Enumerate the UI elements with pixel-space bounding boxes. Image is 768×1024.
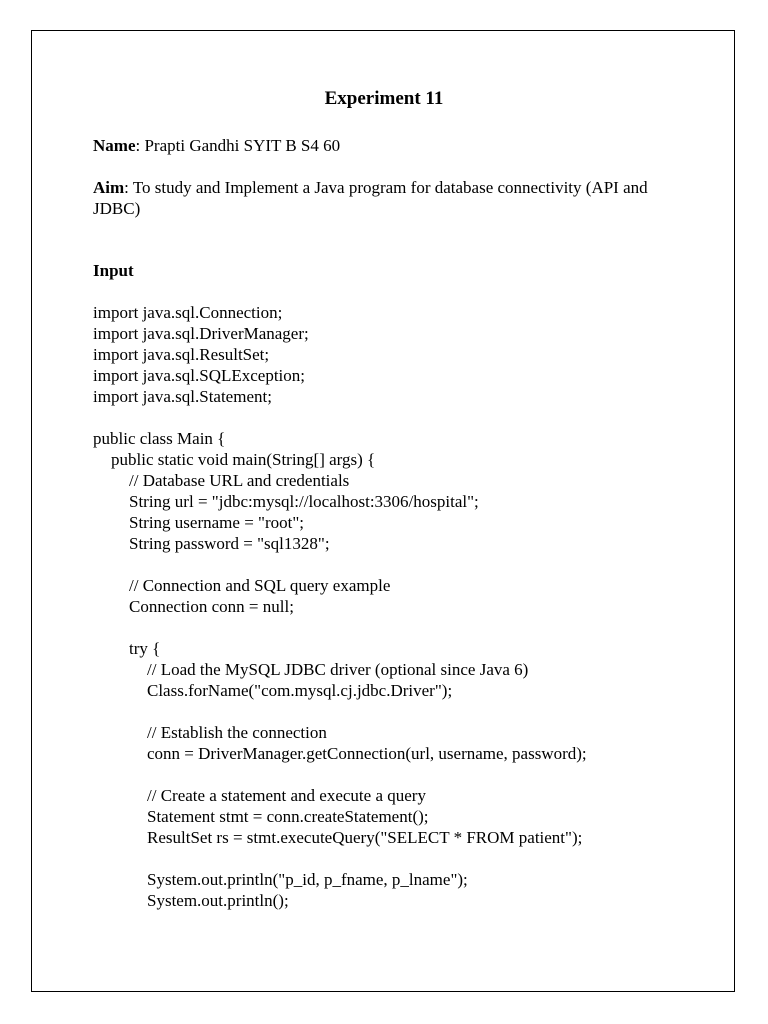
aim-label: Aim — [93, 178, 125, 197]
code-line: import java.sql.DriverManager; — [93, 324, 309, 343]
code-block — [93, 302, 693, 911]
code-line: try { — [129, 639, 161, 658]
document-title: Experiment 11 — [324, 88, 444, 109]
code-line: // Establish the connection — [147, 723, 327, 742]
input-heading: Input — [93, 261, 134, 280]
aim-line — [93, 177, 673, 219]
code-line: import java.sql.Connection; — [93, 303, 283, 322]
code-blank-line — [93, 617, 693, 638]
code-line: import java.sql.SQLException; — [93, 366, 305, 385]
code-blank-line — [93, 701, 693, 722]
code-line: System.out.println("p_id, p_fname, p_lname"); — [147, 870, 468, 889]
code-line: String username = "root"; — [129, 513, 305, 532]
code-line: Statement stmt = conn.createStatement(); — [147, 807, 429, 826]
code-line: String password = "sql1328"; — [129, 534, 330, 553]
code-line: Connection conn = null; — [129, 597, 294, 616]
name-label: Name — [93, 136, 136, 155]
code-line: public class Main { — [93, 429, 226, 448]
code-line: conn = DriverManager.getConnection(url, username, password); — [147, 744, 587, 763]
name-line — [93, 135, 673, 156]
code-blank-line — [93, 764, 693, 785]
code-line: System.out.println(); — [147, 891, 289, 910]
code-blank-line — [93, 407, 693, 428]
code-line: // Connection and SQL query example — [129, 576, 391, 595]
code-blank-line — [93, 554, 693, 575]
aim-value: : To study and Implement a Java program for database connectivity (API and JDBC) — [93, 178, 648, 218]
name-value: : Prapti Gandhi SYIT B S4 60 — [135, 136, 341, 155]
code-line: import java.sql.ResultSet; — [93, 345, 270, 364]
code-line: Class.forName("com.mysql.cj.jdbc.Driver"); — [147, 681, 453, 700]
code-line: // Database URL and credentials — [129, 471, 350, 490]
code-blank-line — [93, 848, 693, 869]
code-line: import java.sql.Statement; — [93, 387, 272, 406]
code-line: public static void main(String[] args) { — [111, 450, 376, 469]
code-line: // Create a statement and execute a query — [147, 786, 426, 805]
code-line: ResultSet rs = stmt.executeQuery("SELECT * FROM patient"); — [147, 828, 583, 847]
code-line: String url = "jdbc:mysql://localhost:3306/hospital"; — [129, 492, 479, 511]
code-line: // Load the MySQL JDBC driver (optional since Java 6) — [147, 660, 529, 679]
